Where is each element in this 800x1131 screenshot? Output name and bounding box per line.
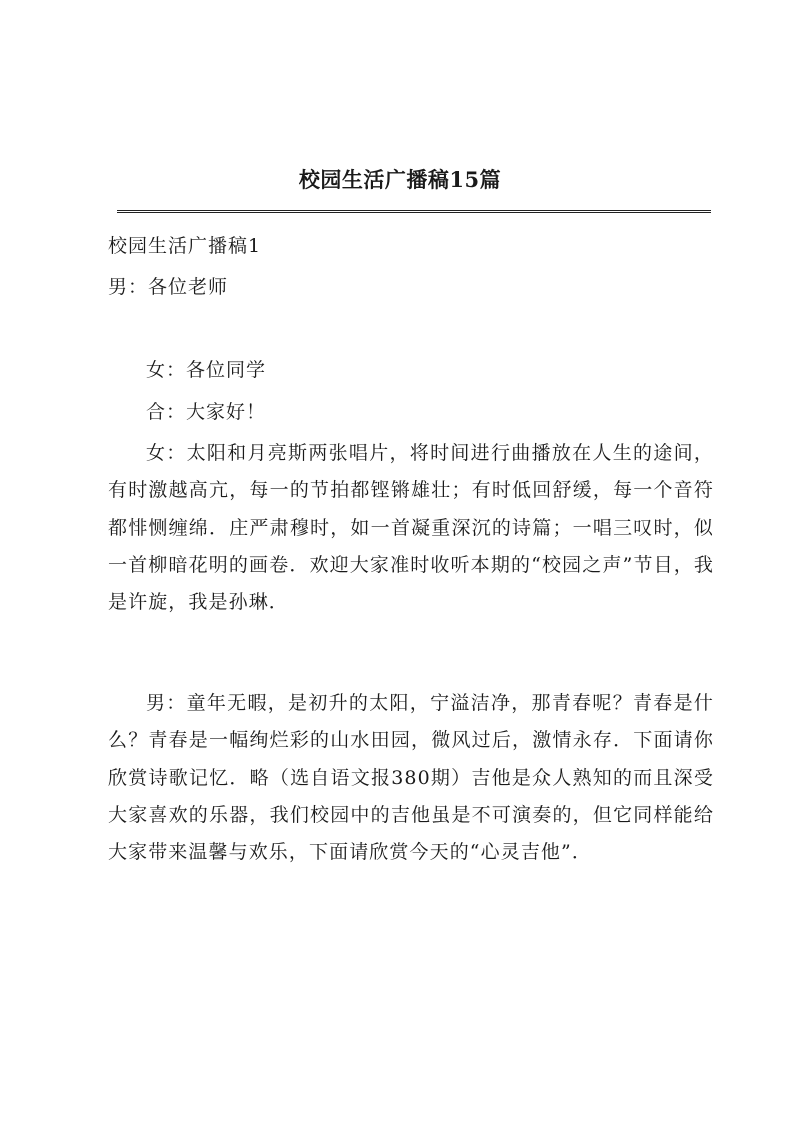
paragraph-male-poem: 男：童年无暇，是初升的太阳，宁溢洁净，那青春呢？青春是什么？青春是一幅绚烂彩的山水田园，微风过后，激情永存．下面请你欣赏诗歌记忆．略（选自语文报380期）吉他是众人熟知的而且深受大家喜欢的乐器，我们校园中的吉他虽是不可演奏的，但它同样能给大家带来温馨与欢乐，下面请欣赏今天的“心灵吉他”． [108,692,714,864]
dialogue-line-female-greeting: 女：各位同学 [146,359,267,381]
document-title: 校园生活广播稿15篇 [298,167,502,192]
dialogue-line-male-greeting: 男：各位老师 [108,276,229,298]
title-divider [117,210,711,213]
dialogue-line-together-greeting: 合：大家好！ [146,401,267,423]
section-heading: 校园生活广播稿1 [108,235,262,257]
paragraph-female-intro: 女：太阳和月亮斯两张唱片，将时间进行曲播放在人生的途间，有时激越高亢，每一的节拍都铿锵雄壮；有时低回舒缓，每一个音符都悱恻缠绵．庄严肃穆时，如一首凝重深沉的诗篇；一唱三叹时，似一首柳暗花明的画卷．欢迎大家准时收听本期的“校园之声”节目，我是许旋，我是孙琳． [108,442,714,614]
